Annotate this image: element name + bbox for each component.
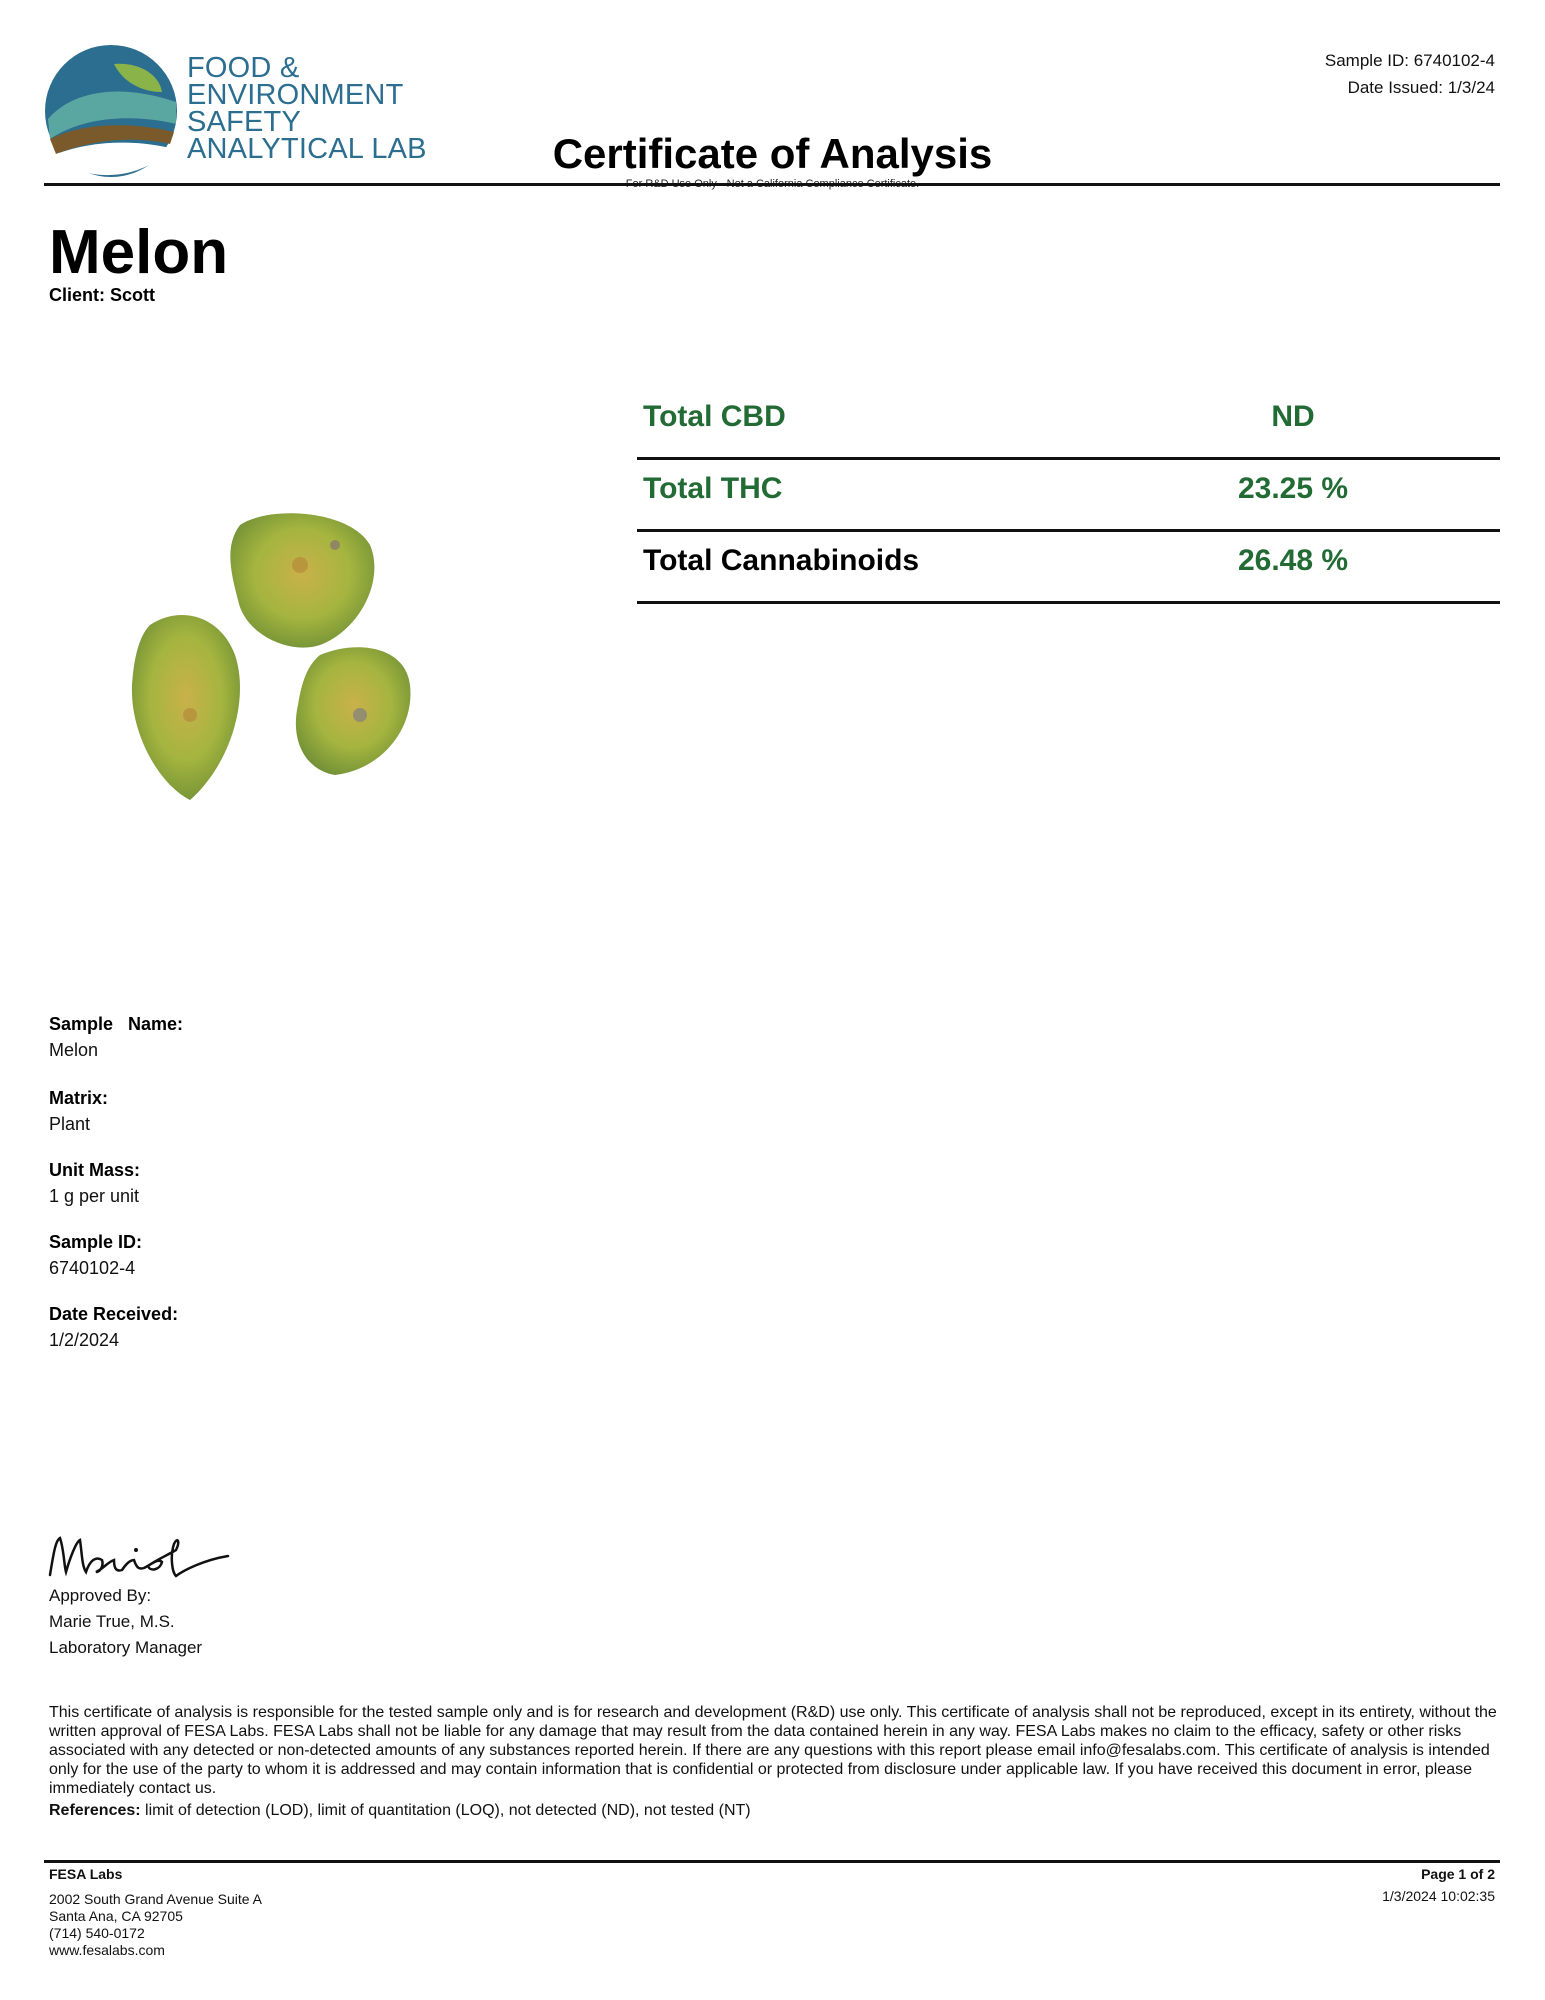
header-sample-id: Sample ID: 6740102-4 — [1324, 51, 1495, 70]
info-sample-name — [49, 1012, 549, 1064]
result-value: 23.25 % — [1237, 472, 1349, 505]
info-value: Melon — [49, 1040, 99, 1060]
footer-company: FESA Labs — [49, 1866, 123, 1882]
print-timestamp: 1/3/2024 10:02:35 — [1382, 1888, 1495, 1904]
result-label: Total CBD — [643, 400, 786, 433]
approver-role: Laboratory Manager — [49, 1638, 203, 1657]
references-text: limit of detection (LOD), limit of quantitation (LOQ), not detected (ND), not tested (NT) — [140, 1802, 751, 1819]
header-meta — [1325, 47, 1495, 101]
sample-photo — [120, 505, 480, 835]
disclaimer-text: This certificate of analysis is responsible for the tested sample only and is for research and development (R&D) use only. This certificate of analysis shall not be reproduced, except in its entirety, without the written approval of FESA Labs. FESA Labs shall not be liable for any damage that may result from the data contained herein in any way. FESA Labs makes no claim to the efficacy, safety or other risks associated with any detected or non-detected amounts of any substances reported herein. If there are any questions with this report please email info@fesalabs.com. This certificate of analysis is intended only for the use of the party to whom it is addressed and may contain information that is confidential or protected from disclosure under applicable law. If you have received this document in error, please immediately contact us. — [49, 1704, 1497, 1797]
result-value: 26.48 % — [1237, 544, 1349, 577]
header-divider — [44, 183, 1500, 186]
result-label: Total THC — [643, 472, 783, 505]
approver-name: Marie True, M.S. — [49, 1612, 175, 1631]
info-label: Unit Mass: — [49, 1160, 141, 1180]
signature-image — [44, 1520, 234, 1590]
approved-by-label: Approved By: — [49, 1586, 152, 1605]
sample-info — [49, 1012, 549, 1376]
info-value: 1/2/2024 — [49, 1330, 120, 1350]
footer-phone: (714) 540-0172 — [49, 1925, 145, 1941]
result-row-total-cbd — [637, 390, 1500, 460]
info-value: 1 g per unit — [49, 1186, 140, 1206]
approval-block — [49, 1583, 202, 1661]
result-row-total-thc — [637, 462, 1500, 532]
header-date-issued: Date Issued: 1/3/24 — [1347, 78, 1495, 97]
info-unit-mass — [49, 1158, 549, 1210]
info-sample-id — [49, 1230, 549, 1282]
info-date-received — [49, 1302, 549, 1354]
footer-address-line: Santa Ana, CA 92705 — [49, 1908, 183, 1924]
info-value: Plant — [49, 1114, 91, 1134]
info-label: Date Received: — [49, 1304, 179, 1324]
result-label: Total Cannabinoids — [643, 544, 920, 577]
info-label: Matrix: — [49, 1088, 109, 1108]
logo-line: ANALYTICAL LAB — [187, 133, 427, 165]
footer-divider — [44, 1860, 1500, 1863]
result-value: ND — [1271, 400, 1315, 433]
footer-website: www.fesalabs.com — [49, 1942, 165, 1958]
sample-title: Melon — [49, 218, 229, 287]
references-line — [49, 1802, 1499, 1820]
info-label: Sample Name: — [49, 1014, 184, 1034]
logo-line: SAFETY — [187, 106, 301, 138]
client-line: Client: Scott — [49, 285, 155, 305]
page-number: Page 1 of 2 — [1421, 1866, 1495, 1882]
logo-line: ENVIRONMENT — [187, 79, 404, 111]
result-row-total-cannabinoids — [637, 534, 1500, 604]
info-matrix — [49, 1086, 549, 1138]
info-value: 6740102-4 — [49, 1258, 136, 1278]
footer-address-line: 2002 South Grand Avenue Suite A — [49, 1891, 263, 1907]
cannabinoid-summary — [637, 390, 1500, 604]
footer-address — [49, 1866, 262, 1959]
info-label: Sample ID: — [49, 1232, 143, 1252]
certificate-title: Certificate of Analysis — [552, 130, 993, 177]
references-label: References: — [49, 1802, 141, 1819]
logo-line: FOOD & — [187, 52, 300, 84]
footer-page-info — [1382, 1866, 1495, 1909]
